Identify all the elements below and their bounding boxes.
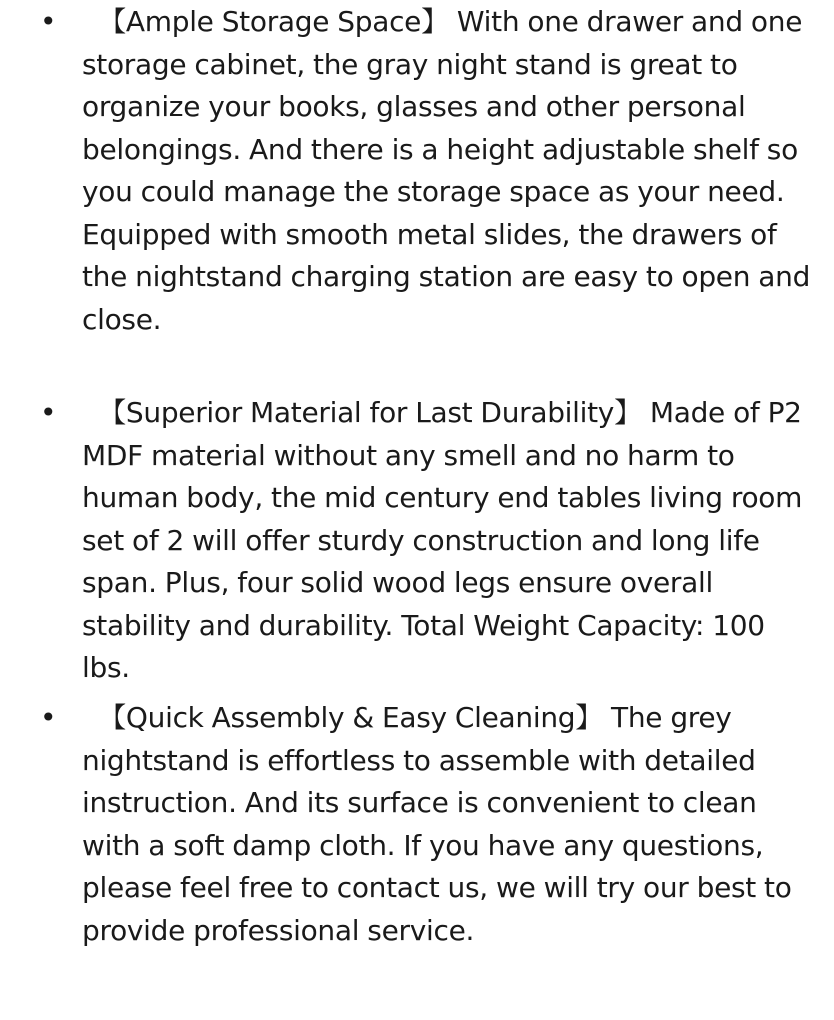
list-item-storage xyxy=(0,1,834,341)
bullet-icon: • xyxy=(40,5,57,38)
feature-text: 【Quick Assembly & Easy Cleaning】 The grey nightstand is effortless to assemble with detailed instruction. And its surface is convenient to clean with a soft damp cloth. If you have any questions, please feel free to contact us, we will try our best to provide professional service. xyxy=(82,701,800,947)
feature-text: 【Ample Storage Space】 With one drawer and one storage cabinet, the gray night stand is great to organize your books, glasses and other personal belongings. And there is a height adjustable shelf so you could manage the storage space as your need. Equipped with smooth metal slides, the drawers of the nightstand charging station are easy to open and close. xyxy=(82,5,819,336)
list-item-assembly xyxy=(0,697,834,952)
feature-text: 【Superior Material for Last Durability】 Made of P2 MDF material without any smell and no harm to human body, the mid century end tables living room set of 2 will offer sturdy construction and long life span. Plus, four solid wood legs ensure overall stability and durability. Total Weight Capacity: 100 lbs. xyxy=(82,396,811,684)
bullet-icon: • xyxy=(40,396,57,429)
bullet-icon: • xyxy=(40,701,57,734)
list-item-material xyxy=(0,392,834,690)
